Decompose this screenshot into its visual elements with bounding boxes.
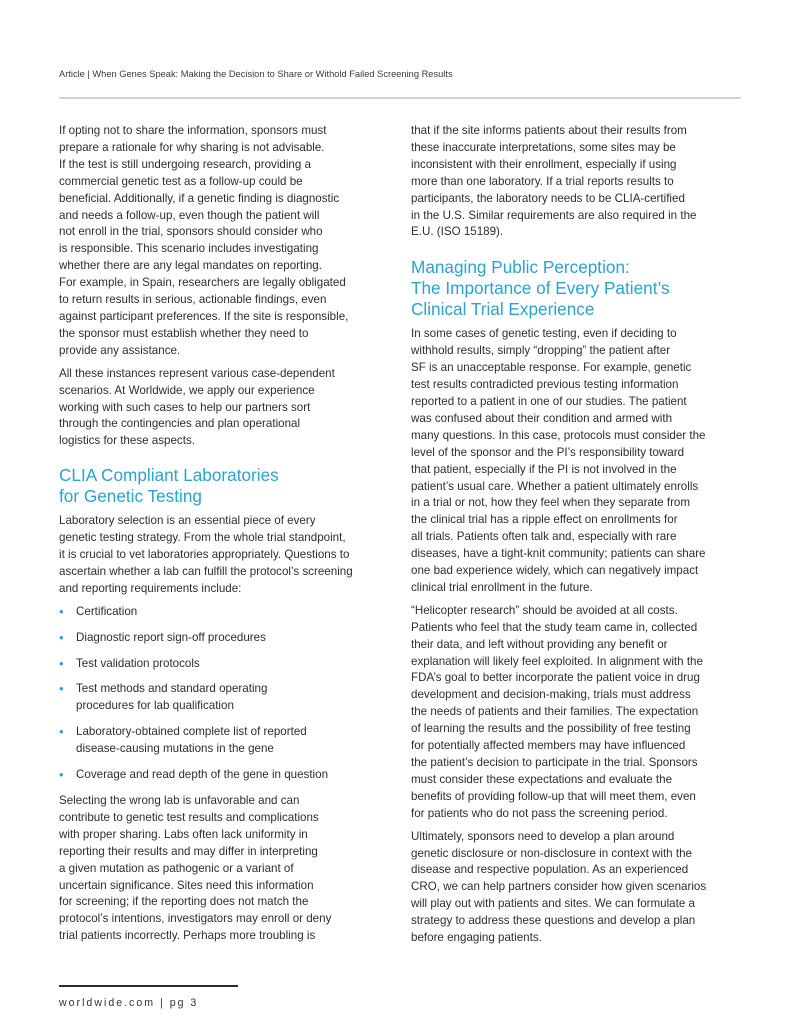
text-line: protocol’s intentions, investigators may enroll or deny — [59, 912, 332, 926]
text-line: FDA’s goal to better incorporate the patient voice in drug — [411, 671, 700, 685]
text-line: Laboratory selection is an essential piece of every — [59, 514, 316, 528]
text-line: development and decision-making, trials must address — [411, 688, 691, 702]
text-line: must consider these expectations and evaluate the — [411, 772, 673, 786]
footer-divider — [59, 985, 238, 987]
text-line: ascertain whether a lab can fulfill the protocol’s screening — [59, 564, 353, 578]
bullet-icon: • — [59, 724, 64, 740]
text-line: the clinical trial has a ripple effect on enrollments for — [411, 513, 678, 527]
text-line: the sponsor must establish whether they need to — [59, 326, 309, 340]
text-line: for Genetic Testing — [59, 486, 202, 507]
text-line: Laboratory-obtained complete list of reported — [76, 725, 307, 739]
article-header: Article | When Genes Speak: Making the Decision to Share or Withold Failed Screening Results — [59, 69, 453, 79]
text-line: benefits of providing follow-up that will meet them, even — [411, 789, 696, 803]
text-line: many questions. In this case, protocols must consider the — [411, 428, 706, 442]
header-divider — [59, 97, 741, 99]
text-line: procedures for lab qualification — [76, 699, 234, 713]
text-line: these inaccurate interpretations, some sites may be — [411, 140, 676, 154]
text-line: working with such cases to help our partners sort — [59, 400, 311, 414]
right-column — [411, 123, 742, 953]
text-line: one bad experience widely, which can negatively impact — [411, 564, 699, 578]
text-line: whether there are any legal mandates on reporting. — [59, 259, 322, 273]
list-item — [59, 767, 391, 784]
text-line: Certification — [76, 604, 138, 618]
text-line: genetic disclosure or non-disclosure in context with the — [411, 846, 692, 860]
text-line: diseases, have a tight-knit community; patients can share — [411, 547, 706, 561]
text-line: CLIA Compliant Laboratories — [59, 465, 279, 486]
text-line: withhold results, simply “dropping” the patient after — [411, 344, 671, 358]
left-paragraph-2 — [59, 366, 391, 451]
text-line: logistics for these aspects. — [59, 434, 195, 448]
text-line: scenarios. At Worldwide, we apply our experience — [59, 383, 315, 397]
text-line: before engaging patients. — [411, 931, 542, 945]
text-line: Diagnostic report sign-off procedures — [76, 630, 266, 644]
text-line: was confused about their condition and armed with — [411, 411, 673, 425]
text-line: for patients who do not pass the screening period. — [411, 806, 668, 820]
list-item — [59, 656, 391, 673]
text-line: for potentially affected members may have influenced — [411, 739, 686, 753]
text-line: Coverage and read depth of the gene in question — [76, 768, 329, 782]
text-line: Test validation protocols — [76, 656, 200, 670]
text-line: Selecting the wrong lab is unfavorable and can — [59, 794, 300, 807]
text-line: the patient’s decision to participate in the trial. Sponsors — [411, 756, 698, 769]
text-line: that if the site informs patients about their results from — [411, 124, 687, 137]
text-line: inconsistent with their enrollment, especially if using — [411, 157, 677, 171]
text-line: participants, the laboratory needs to be CLIA-certified — [411, 191, 685, 205]
text-line: patient’s usual care. Whether a patient ultimately enrolls — [411, 479, 699, 493]
text-line: more than one laboratory. If a trial reports results to — [411, 174, 674, 188]
list-item-text — [76, 630, 391, 647]
bullet-icon: • — [59, 655, 64, 671]
text-line: CRO, we can help partners consider how given scenarios — [411, 880, 707, 894]
text-line: is responsible. This scenario includes investigating — [59, 242, 319, 256]
list-item-text — [76, 724, 391, 758]
section-heading-public-perception — [411, 257, 742, 320]
right-paragraph-4 — [411, 829, 742, 947]
text-line: Patients who feel that the study team came in, collected — [411, 620, 698, 634]
list-item — [59, 630, 391, 647]
list-item-text — [76, 656, 391, 673]
lab-requirements-list — [59, 604, 391, 784]
text-line: Managing Public Perception: — [411, 257, 630, 278]
bullet-icon: • — [59, 603, 64, 619]
left-column — [59, 123, 391, 951]
list-item-text — [76, 604, 391, 621]
text-line: through the contingencies and plan operational — [59, 417, 301, 431]
text-line: uncertain significance. Sites need this information — [59, 878, 314, 892]
text-line: and reporting requirements include: — [59, 581, 242, 595]
text-line: of learning the results and the possibility of free testing — [411, 722, 691, 736]
text-line: the needs of patients and their families. The expectation — [411, 705, 699, 719]
text-line: In some cases of genetic testing, even if deciding to — [411, 327, 677, 341]
list-item — [59, 724, 391, 758]
text-line: reporting their results and may differ in interpreting — [59, 844, 318, 858]
text-line: If the test is still undergoing research, providing a — [59, 157, 311, 171]
text-line: in the U.S. Similar requirements are also required in the — [411, 208, 697, 222]
right-paragraph-2 — [411, 326, 742, 597]
text-line: disease and respective population. As an experienced — [411, 863, 689, 877]
text-line: Test methods and standard operating — [76, 682, 268, 696]
bullet-icon: • — [59, 767, 64, 783]
list-item — [59, 604, 391, 621]
text-line: beneficial. Additionally, if a genetic finding is diagnostic — [59, 191, 340, 205]
text-line: trial patients incorrectly. Perhaps more troubling is — [59, 929, 316, 943]
text-line: commercial genetic test as a follow-up could be — [59, 174, 303, 188]
text-line: in a trial or not, how they feel when they separate from — [411, 496, 691, 510]
text-line: E.U. (ISO 15189). — [411, 225, 504, 239]
page-footer: worldwide.com | pg 3 — [59, 997, 199, 1009]
bullet-icon: • — [59, 629, 64, 645]
text-line: provide any assistance. — [59, 343, 181, 357]
list-item-text — [76, 681, 391, 715]
text-line: and needs a follow-up, even though the patient will — [59, 208, 320, 222]
text-line: against participant preferences. If the site is responsible, — [59, 309, 349, 323]
text-line: strategy to address these questions and develop a plan — [411, 914, 696, 928]
text-line: The Importance of Every Patient’s — [411, 278, 670, 299]
text-line: If opting not to share the information, sponsors must — [59, 124, 327, 137]
text-line: test results contradicted previous testing information — [411, 378, 679, 392]
text-line: reported to a patient in one of our studies. The patient — [411, 394, 687, 408]
text-line: that patient, especially if the PI is not involved in the — [411, 462, 677, 476]
text-line: disease-causing mutations in the gene — [76, 742, 274, 756]
text-line: Ultimately, sponsors need to develop a plan around — [411, 829, 675, 843]
text-line: with proper sharing. Labs often lack uniformity in — [59, 827, 308, 841]
text-line: not enroll in the trial, sponsors should consider who — [59, 225, 323, 239]
left-paragraph-1 — [59, 123, 391, 360]
text-line: clinical trial enrollment in the future. — [411, 580, 593, 594]
text-line: Clinical Trial Experience — [411, 299, 595, 320]
section-heading-clia — [59, 465, 391, 507]
text-line: prepare a rationale for why sharing is not advisable. — [59, 140, 325, 154]
text-line: explanation will likely feel exploited. In alignment with the — [411, 654, 703, 668]
left-paragraph-3 — [59, 513, 391, 598]
right-paragraph-3 — [411, 603, 742, 823]
text-line: genetic testing strategy. From the whole trial standpoint, — [59, 531, 346, 545]
left-paragraph-4 — [59, 793, 391, 945]
text-line: their data, and left without providing any benefit or — [411, 637, 668, 651]
text-line: contribute to genetic test results and complications — [59, 810, 319, 824]
text-line: all trials. Patients often talk and, especially with rare — [411, 530, 677, 544]
text-line: SF is an unacceptable response. For example, genetic — [411, 361, 692, 375]
right-paragraph-1 — [411, 123, 742, 241]
list-item — [59, 681, 391, 715]
text-line: it is crucial to vet laboratories appropriately. Questions to — [59, 548, 350, 562]
text-line: level of the sponsor and the PI’s responsibility toward — [411, 445, 685, 459]
text-line: for screening; if the reporting does not match the — [59, 895, 309, 909]
bullet-icon: • — [59, 681, 64, 697]
text-line: a given mutation as pathogenic or a variant of — [59, 861, 294, 875]
list-item-text — [76, 767, 391, 784]
text-line: “Helicopter research” should be avoided at all costs. — [411, 603, 678, 617]
text-line: to return results in serious, actionable findings, even — [59, 293, 327, 307]
text-line: For example, in Spain, researchers are legally obligated — [59, 276, 346, 290]
text-line: will play out with patients and sites. We can formulate a — [411, 897, 695, 911]
text-line: All these instances represent various case-dependent — [59, 366, 335, 380]
